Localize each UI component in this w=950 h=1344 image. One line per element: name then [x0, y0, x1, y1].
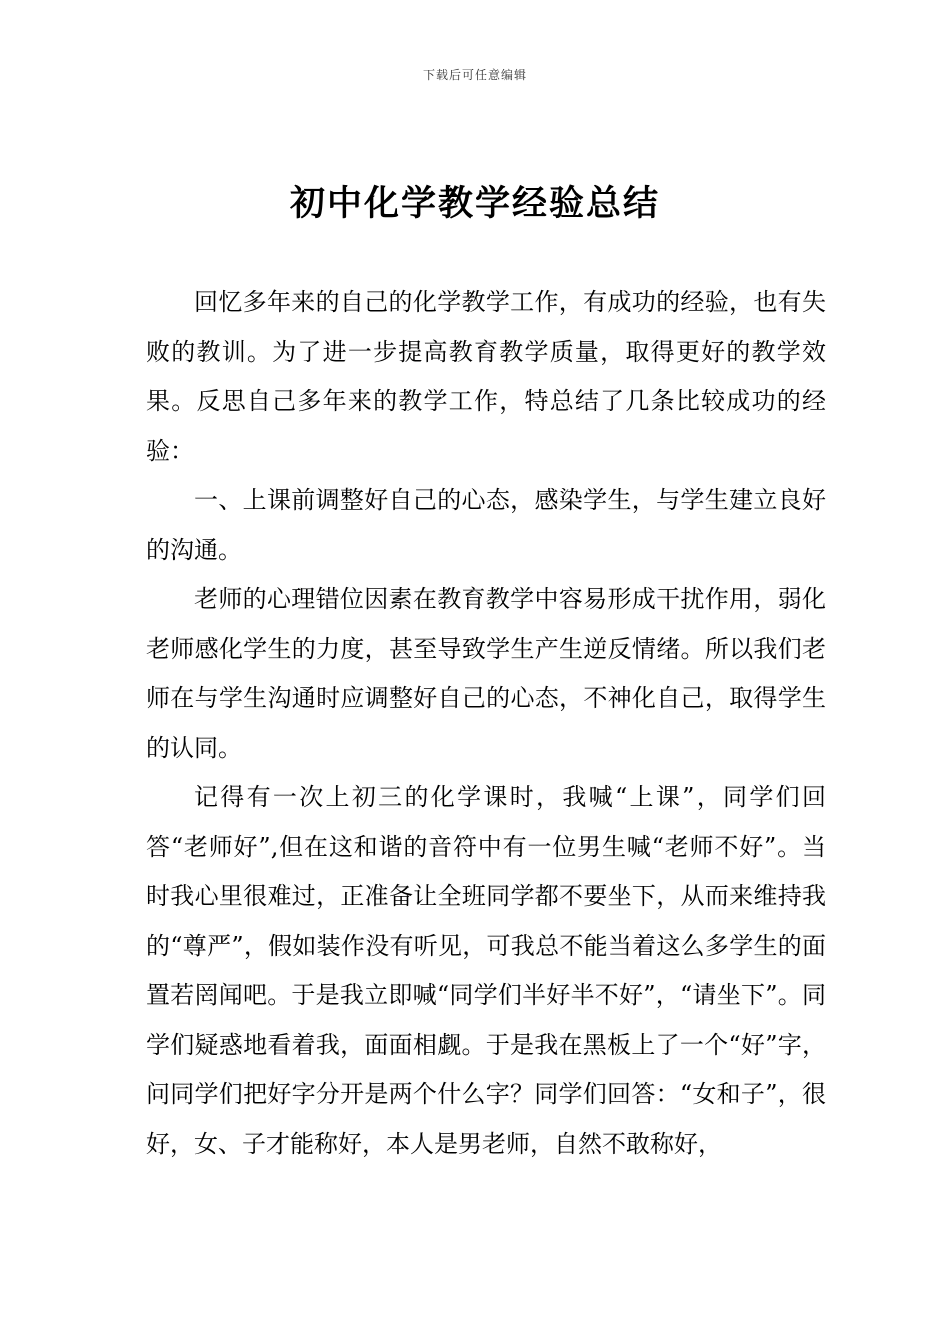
document-body	[146, 278, 826, 1169]
document-title: 初中化学教学经验总结	[289, 183, 660, 224]
paragraph-teacher-mindset: 老师的心理错位因素在教育教学中容易形成干扰作用，弱化老师感化学生的力度，甚至导致学生产生逆反情绪。所以我们老师在与学生沟通时应调整好自己的心态，不神化自己，取得学生的认同。	[146, 585, 826, 762]
paragraph-anecdote: 记得有一次上初三的化学课时，我喊“上课”，同学们回答“老师好”,但在这和谐的音符中有一位男生喊“老师不好”。当时我心里很难过，正准备让全班同学都不要坐下，从而来维持我的“尊严”，假如装作没有听见，可我总不能当着这么多学生的面置若罔闻吧。于是我立即喊“同学们半好半不好”，“请坐下”。同学们疑惑地看着我，面面相觑。于是我在黑板上了一个“好”字，问同学们把好字分开是两个什么字？同学们回答：“女和子”，很好，女、子才能称好，本人是男老师，自然不敢称好，	[146, 783, 826, 1158]
paragraph-intro: 回忆多年来的自己的化学教学工作，有成功的经验，也有失败的教训。为了进一步提高教育教学质量，取得更好的教学效果。反思自己多年来的教学工作，特总结了几条比较成功的经验：	[146, 288, 826, 465]
header-note: 下载后可任意编辑	[422, 68, 527, 82]
paragraph-section-heading: 一、上课前调整好自己的心态，感染学生，与学生建立良好的沟通。	[146, 486, 826, 564]
